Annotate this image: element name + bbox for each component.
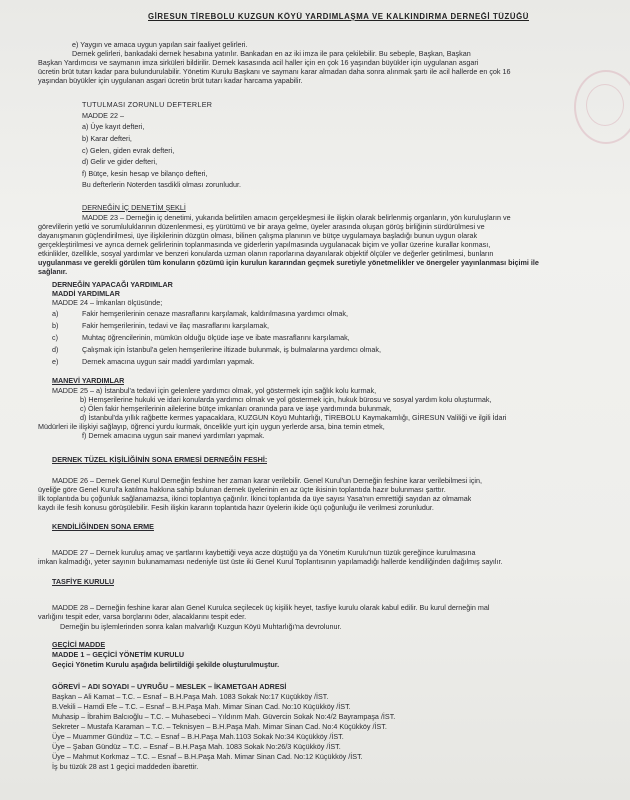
paragraph-line: görevlilerin yetki ve sorumluluklarının düzenlenmesi, eş yürütümü ve bir araya gelme, üyeler arasında oluşan görüş birliğinin sürdürülmesi ve bbox=[38, 222, 485, 231]
paragraph-line: uygulanması ve gerekli görülen tüm konuların çözümü için kurulun kararından geçmek suretiyle yönetmelikler ve önergeler yayınlanması biçimi ile bbox=[38, 258, 539, 267]
list-item: Fakir hemşerilerinin cenaze masraflarını karşılamak, kaldırılmasına yardımcı olmak, bbox=[82, 309, 349, 318]
paragraph-line: kaydı ile fesih konusu görüşülebilir. Fesih ilişkin kararın toplantıda hazır üyelerin ikide üçü çoğunluğu ile verilmesi zorunludur. bbox=[38, 503, 434, 512]
note-text: Bu defterlerin Noterden tasdikli olması zorunludur. bbox=[82, 180, 242, 189]
member-row: Başkan – Ali Kamat – T.C. – Esnaf – B.H.Paşa Mah. 1083 Sokak No:17 Küçükköy /İST. bbox=[52, 692, 329, 701]
section-heading: DERNEĞİN YAPACAĞI YARDIMLAR bbox=[52, 280, 173, 289]
paragraph-line: MADDE 28 – Derneğin feshine karar alan Genel Kurulca seçilecek üç kişilik heyet, tasfiye kurulu olarak kabul edilir. Bu kurul derneğin mal bbox=[52, 603, 490, 612]
paragraph-line: b) Hemşerilerine hukuki ve idari konularda yardımcı olmak ve yol göstermek için, hukuk bürosu ve sosyal yardım kolu oluşturmak, bbox=[80, 395, 492, 404]
list-item: a) Üye kayıt defteri, bbox=[82, 122, 145, 131]
article-number: MADDE 24 – İmkanları ölçüsünde; bbox=[52, 298, 163, 307]
intro-line: e) Yaygın ve amaca uygun yapılan sair faaliyet gelirleri. bbox=[72, 40, 248, 49]
intro-line: ücretin brüt tutarı kadar para bulundurulabilir. Yönetim Kurulu Başkanı ve saymanı karar almadan daha sonra alınmak şartı ile acil hallerde en çok 16 bbox=[38, 67, 511, 76]
list-key: e) bbox=[52, 357, 59, 366]
seal-stamp-inner bbox=[586, 84, 624, 126]
paragraph-line: d) İstanbul'da yıllık rağbette kermes yapacaklara, KUZGUN Köyü Muhtarlığı, TİREBOLU Kaymakamlığı, GİRESUN Valiliği ve ilgili İdari bbox=[80, 413, 507, 422]
paragraph-line: MADDE 23 – Derneğin iç denetimi, yukarıda belirtilen amacın gerçekleşmesi ile ilişkin olarak belirlenmiş organların, yön kuruluşların ve bbox=[82, 213, 511, 222]
list-item: c) Gelen, giden evrak defteri, bbox=[82, 146, 175, 155]
section-heading: DERNEK TÜZEL KİŞİLİĞİNİN SONA ERMESİ DERNEĞİN FESHİ: bbox=[52, 455, 268, 464]
list-key: b) bbox=[52, 321, 59, 330]
paragraph-line: gerçekleştirilmesi ve ayrıca dernek gelirlerinin toplanmasında ve giderlerin yapılmasında uygulanacak biçim ve yollar üzerine kurallar konması, bbox=[38, 240, 491, 249]
paragraph-line: Derneğin bu işlemlerinden sonra kalan malvarlığı Kuzgun Köyü Muhtarlığı'na devrolunur. bbox=[60, 622, 342, 631]
paragraph-line: f) Dernek amacına uygun sair manevi yardımları yapmak. bbox=[82, 431, 265, 440]
section-heading: TUTULMASI ZORUNLU DEFTERLER bbox=[82, 100, 213, 109]
list-item: Çalışmak için İstanbul'a gelen hemşerilerine iltizade bulunmak, iş bulmalarına yardımcı olmak, bbox=[82, 345, 381, 354]
paragraph-line: c) Ölen fakir hemşerilerinin ailelerine bütçe imkanları oranında para ve iaşe yardımında bulunmak, bbox=[80, 404, 392, 413]
closing-line: İş bu tüzük 28 ast 1 geçici maddeden ibarettir. bbox=[52, 762, 199, 771]
list-item: Muhtaç öğrencilerinin, mümkün olduğu ölçüde iaşe ve ibate masraflarını karşılamak, bbox=[82, 333, 350, 342]
paragraph-line: Müdürleri ile ilişkiyi sağlayıp, öğrenci yurdu kurmak, öncelikle yurt için uygun yerlerde arsa, bina temin etmek, bbox=[38, 422, 385, 431]
paragraph-line: varlığını tespit eder, varsa borçlarını öder, alacaklarını tespit eder. bbox=[38, 612, 247, 621]
section-heading: GEÇİCİ MADDE bbox=[52, 640, 106, 649]
paragraph-line: üyeliğe göre Genel Kurul'a katılma hakkına sahip bulunan dernek üyelerinin en az üçte ikisinin toplantıda hazır bulunması şarttır. bbox=[38, 485, 446, 494]
paragraph-line: etkinlikler, özellikle, sosyal yardımlar ve benzeri konularda uzman olanın raporlarına dayanılarak objektif ölçüler ve değerler getirilmesi, bunların bbox=[38, 249, 494, 258]
document-title: GİRESUN TİREBOLU KUZGUN KÖYÜ YARDIMLAŞMA VE KALKINDIRMA DERNEĞİ TÜZÜĞÜ bbox=[148, 12, 530, 21]
section-heading: TASFİYE KURULU bbox=[52, 577, 115, 586]
intro-line: Dernek gelirleri, bankadaki dernek hesabına yatırılır. Bankadan en az iki imza ile para çekilebilir. Bu sebeple, Başkan, Başkan bbox=[72, 49, 471, 58]
list-key: c) bbox=[52, 333, 58, 342]
list-key: d) bbox=[52, 345, 59, 354]
paragraph-line: dayanışmanın güçlendirilmesi, üye ilişkilerinin düzgün olması, bilinen çalışma planının ve bütçe uygulamaya başladığı bunun uygun olarak bbox=[38, 231, 478, 240]
section-heading: DERNEĞİN İÇ DENETİM ŞEKLİ bbox=[82, 203, 186, 212]
section-heading: KENDİLİĞİNDEN SONA ERME bbox=[52, 522, 154, 531]
subsection-heading: MADDE 1 – GEÇİCİ YÖNETİM KURULU bbox=[52, 650, 185, 659]
member-row: B.Vekili – Hamdi Efe – T.C. – Esnaf – B.H.Paşa Mah. Mimar Sinan Cad. No:10 Küçükköy /İST. bbox=[52, 702, 351, 711]
paragraph-line: MADDE 27 – Dernek kuruluş amaç ve şartlarını kaybettiği veya acze düştüğü ya da Yönetim Kurulu'nun tüzük gereğince kurulmasına bbox=[52, 548, 476, 557]
member-row: Üye – Şaban Gündüz – T.C. – Esnaf – B.H.Paşa Mah. 1083 Sokak No:26/3 Küçükköy /İST. bbox=[52, 742, 341, 751]
intro-line: yaşından büyükler için uygulanan asgari ücretin brüt tutarı kadar harcama yapabilir. bbox=[38, 76, 303, 85]
member-row: Üye – Muammer Gündüz – T.C. – Esnaf – B.H.Paşa Mah.1103 Sokak No:34 Küçükköy /İST. bbox=[52, 732, 344, 741]
list-item: b) Karar defteri, bbox=[82, 134, 132, 143]
list-item: Dernek amacına uygun sair maddi yardımları yapmak. bbox=[82, 357, 255, 366]
section-heading: MANEVİ YARDIMLAR bbox=[52, 376, 125, 385]
article-number: MADDE 22 – bbox=[82, 111, 124, 120]
member-row: Sekreter – Mustafa Karaman – T.C. – Teknisyen – B.H.Paşa Mah. Mimar Sinan Cad. No:4 Küçükköy /İST. bbox=[52, 722, 387, 731]
member-row: Üye – Mahmut Korkmaz – T.C. – Esnaf – B.H.Paşa Mah. Mimar Sinan Cad. No:12 Küçükköy /İST. bbox=[52, 752, 363, 761]
list-item: Fakir hemşerilerinin, tedavi ve ilaç masraflarını karşılamak, bbox=[82, 321, 269, 330]
intro-line: Başkan Yardımcısı ve saymanın imza sirküleri bildirilir. Dernek kasasında acil haller için en çok 16 yaşından büyükler için uygulanan asgari bbox=[38, 58, 479, 67]
table-heading: GÖREVİ – ADI SOYADI – UYRUĞU – MESLEK – İKAMETGAH ADRESİ bbox=[52, 682, 287, 691]
paragraph-line: imkan kalmadığı, yeter sayının bulunamaması nedeniyle üst üste iki Genel Kurul Toplantısının yapılamadığı hallerde kendiliğinden dağılmış sayılır. bbox=[38, 557, 503, 566]
member-row: Muhasip – İbrahim Balcıoğlu – T.C. – Muhasebeci – Yıldırım Mah. Güvercin Sokak No:4/2 Bayrampaşa /İST. bbox=[52, 712, 396, 721]
intro-text: Geçici Yönetim Kurulu aşağıda belirtildiği şekilde oluşturulmuştur. bbox=[52, 660, 280, 669]
list-item: d) Gelir ve gider defteri, bbox=[82, 157, 158, 166]
paragraph-line: İlk toplantıda bu çoğunluk sağlanamazsa, ikinci toplantıya çağırılır. İkinci toplantıda da üye sayısı Yasa'nın emrettiği sayıdan az olmamak bbox=[38, 494, 472, 503]
list-key: a) bbox=[52, 309, 59, 318]
paragraph-line: MADDE 26 – Dernek Genel Kurul Derneğin feshine her zaman karar verilebilir. Genel Kurul'un Derneğin feshine karar verilebilmesi için, bbox=[52, 476, 483, 485]
subsection-heading: MADDİ YARDIMLAR bbox=[52, 289, 120, 298]
list-item: f) Bütçe, kesin hesap ve bilanço defteri, bbox=[82, 169, 208, 178]
paragraph-line: MADDE 25 – a) İstanbul'a tedavi için gelenlere yardımcı olmak, yol göstermek için sağlık kolu kurmak, bbox=[52, 386, 377, 395]
paragraph-line: sağlanır. bbox=[38, 267, 68, 276]
